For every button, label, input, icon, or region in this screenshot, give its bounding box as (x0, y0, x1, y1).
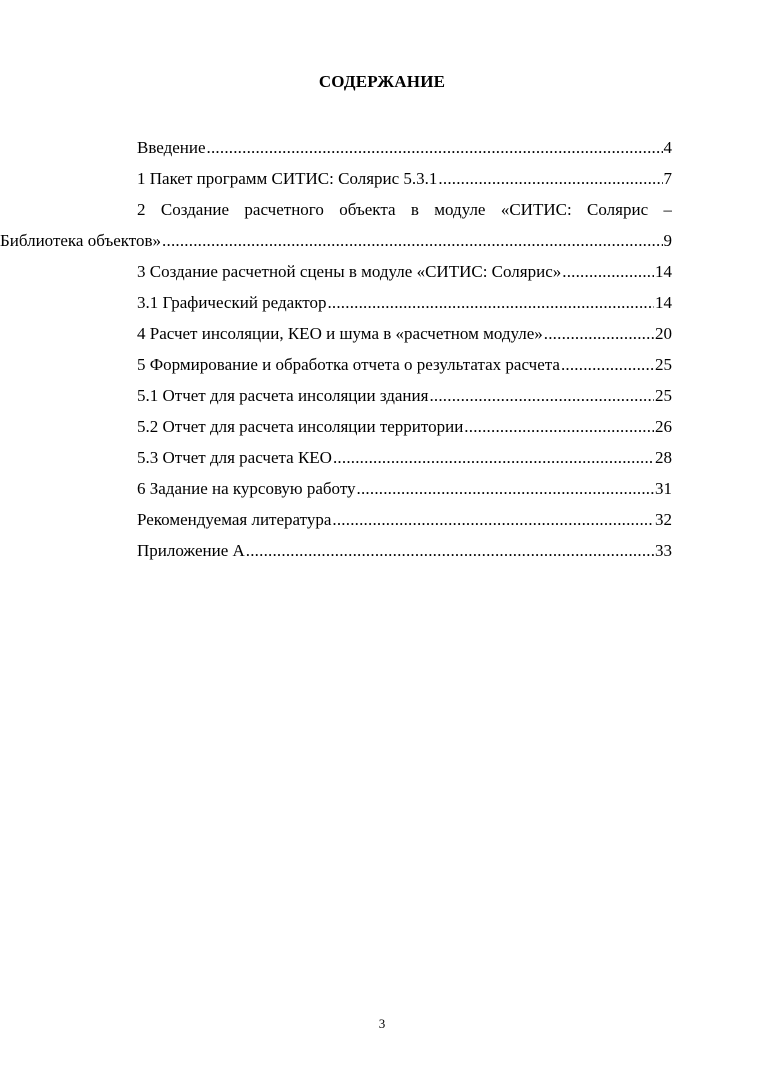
toc-entry-text: Рекомендуемая литература (137, 510, 332, 529)
toc-entry-section-3-1[interactable] (88, 287, 672, 318)
toc-entry-section-1[interactable] (88, 163, 672, 194)
toc-entry-section-6[interactable] (88, 473, 672, 504)
toc-entry-section-5-1[interactable] (88, 380, 672, 411)
toc-entry-section-2[interactable] (0, 194, 672, 256)
page-number: 3 (378, 1016, 386, 1031)
table-of-contents (0, 132, 672, 566)
toc-entry-text: 5.2 Отчет для расчета инсоляции территории (137, 417, 464, 436)
toc-entry-text: 6 Задание на курсовую работу (137, 479, 356, 498)
toc-entry-page: 32 (655, 510, 672, 529)
toc-entry-page: 9 (663, 231, 672, 250)
toc-dot-leader (561, 349, 654, 380)
page-title: СОДЕРЖАНИЕ (318, 72, 446, 91)
toc-entry-page: 14 (655, 293, 672, 312)
toc-dot-leader (333, 442, 654, 473)
toc-dot-leader (327, 287, 654, 318)
toc-entry-introduction[interactable] (88, 132, 672, 163)
toc-entry-text: 3 Создание расчетной сцены в модуле «СИТИС: Солярис» (137, 262, 562, 281)
toc-dot-leader (246, 535, 654, 566)
toc-entry-section-5-2[interactable] (88, 411, 672, 442)
toc-entry-section-5[interactable] (88, 349, 672, 380)
toc-entry-literature[interactable] (88, 504, 672, 535)
toc-entry-text: Приложение А (137, 541, 245, 560)
toc-entry-text: Введение (137, 138, 206, 157)
toc-dot-leader (438, 163, 662, 194)
toc-entry-page: 33 (655, 541, 672, 560)
toc-entry-page: 31 (655, 479, 672, 498)
toc-entry-page: 25 (655, 386, 672, 405)
toc-dot-leader (562, 256, 654, 287)
toc-dot-leader (332, 504, 654, 535)
toc-entry-text: 3.1 Графический редактор (137, 293, 327, 312)
toc-dot-leader (357, 473, 654, 504)
toc-entry-page: 26 (655, 417, 672, 436)
toc-entry-appendix-a[interactable] (88, 535, 672, 566)
toc-entry-page: 25 (655, 355, 672, 374)
toc-entry-text: 1 Пакет программ СИТИС: Солярис 5.3.1 (137, 169, 438, 188)
toc-entry-text-line1: 2 Создание расчетного объекта в модуле «СИТИС: Солярис – (137, 200, 672, 219)
toc-dot-leader (544, 318, 654, 349)
toc-entry-section-5-3[interactable] (88, 442, 672, 473)
toc-dot-leader (207, 132, 663, 163)
toc-dot-leader (464, 411, 654, 442)
toc-entry-text: 4 Расчет инсоляции, КЕО и шума в «расчетном модуле» (137, 324, 543, 343)
toc-entry-text: 5.3 Отчет для расчета КЕО (137, 448, 332, 467)
toc-entry-text-line2: Библиотека объектов» (0, 231, 162, 250)
toc-entry-page: 28 (655, 448, 672, 467)
toc-dot-leader (162, 225, 662, 256)
toc-entry-page: 4 (663, 138, 672, 157)
toc-entry-text: 5 Формирование и обработка отчета о результатах расчета (137, 355, 560, 374)
toc-dot-leader (429, 380, 654, 411)
toc-entry-page: 14 (655, 262, 672, 281)
toc-entry-page: 20 (655, 324, 672, 343)
toc-entry-section-3[interactable] (88, 256, 672, 287)
toc-entry-section-4[interactable] (88, 318, 672, 349)
toc-entry-text: 5.1 Отчет для расчета инсоляции здания (137, 386, 429, 405)
toc-entry-page: 7 (663, 169, 672, 188)
